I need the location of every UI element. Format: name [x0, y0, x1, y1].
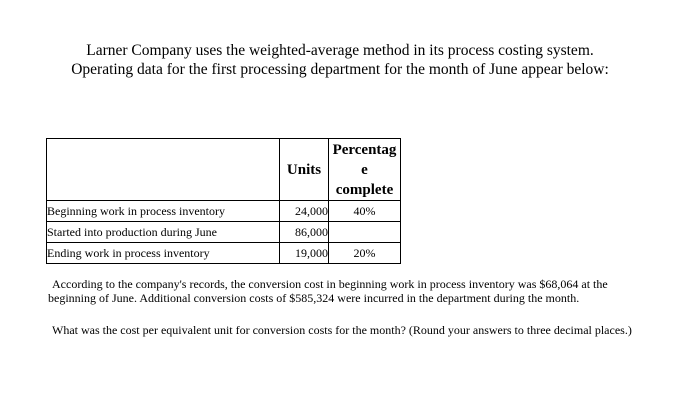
header-percentage-complete [329, 139, 401, 201]
header-pct-line-3: complete [335, 181, 394, 198]
table-row [47, 243, 401, 264]
header-units: Units [280, 139, 329, 201]
operating-data-table [46, 138, 401, 264]
narrative-line-2: beginning of June. Additional conversion costs of $585,324 were incurred in the department during the month. [48, 291, 580, 305]
row-label: Ending work in process inventory [47, 243, 280, 264]
row-units: 19,000 [280, 243, 329, 264]
header-pct-line-1: Percentag [332, 141, 397, 158]
row-label: Beginning work in process inventory [47, 201, 280, 222]
row-percent: 20% [329, 243, 401, 264]
row-percent [329, 222, 401, 243]
intro-line-2: Operating data for the first processing department for the month of June appear below: [71, 61, 609, 78]
row-units: 86,000 [280, 222, 329, 243]
table-header-row [47, 139, 401, 201]
table-row [47, 222, 401, 243]
row-label: Started into production during June [47, 222, 280, 243]
row-units: 24,000 [280, 201, 329, 222]
row-percent: 40% [329, 201, 401, 222]
narrative-paragraph [48, 277, 648, 305]
intro-paragraph [40, 41, 640, 79]
intro-line-1: Larner Company uses the weighted-average method in its process costing system. [86, 42, 594, 59]
narrative-line-1: According to the company's records, the conversion cost in beginning work in process inventory was $68,064 at the [52, 277, 608, 291]
table-row [47, 201, 401, 222]
header-blank-cell [47, 139, 280, 201]
header-pct-line-2: e [361, 161, 368, 178]
question-text: What was the cost per equivalent unit for conversion costs for the month? (Round your answers to three decimal places.) [52, 323, 632, 337]
